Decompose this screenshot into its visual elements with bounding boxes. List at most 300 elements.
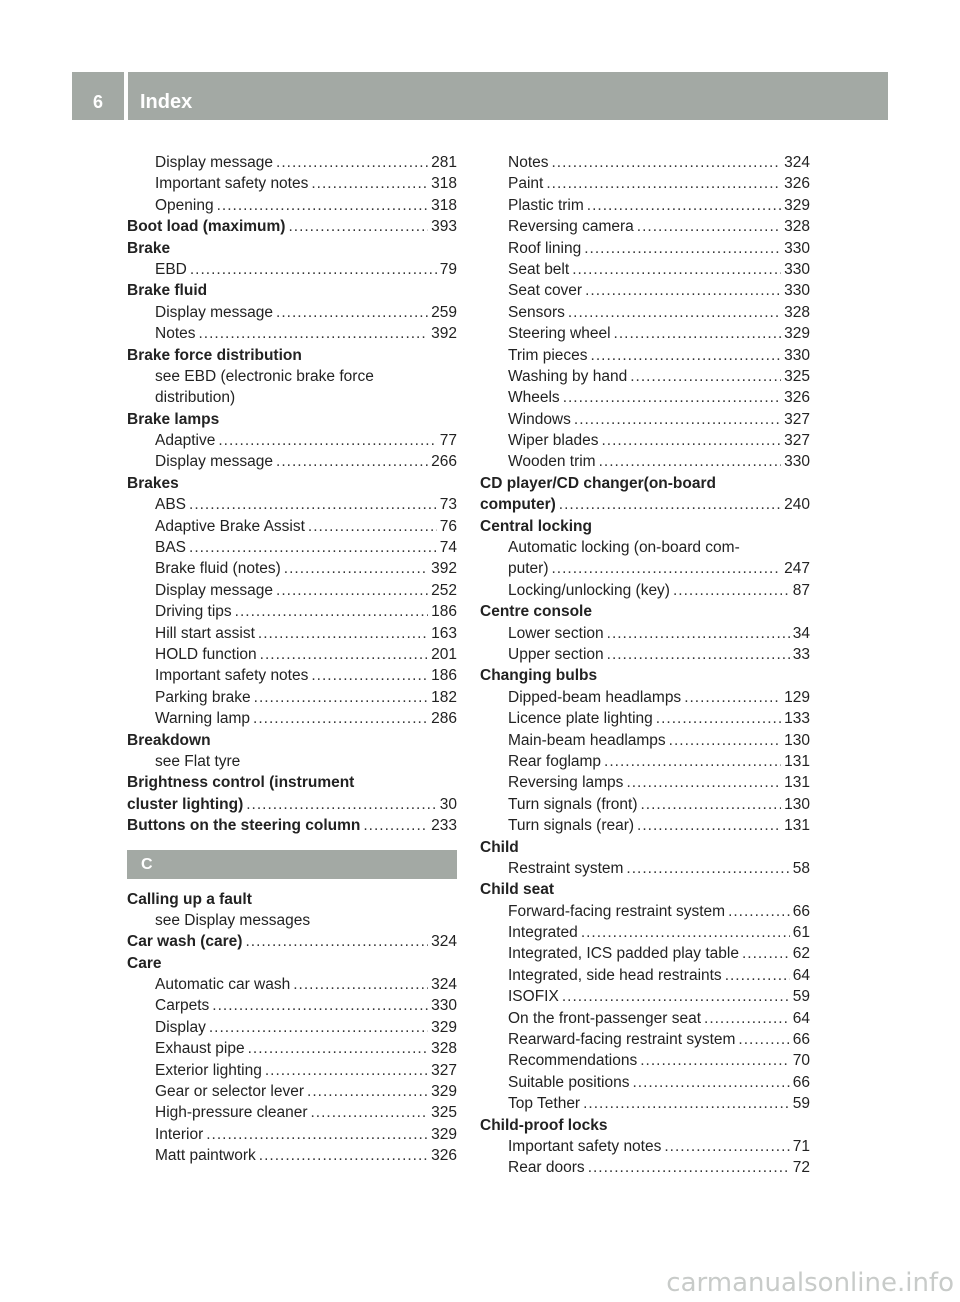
dot-leader: [604, 751, 781, 772]
index-entry[interactable]: [480, 708, 810, 729]
index-heading[interactable]: [127, 815, 457, 836]
dot-leader: [588, 1157, 790, 1178]
entry-text: Roof lining: [508, 239, 582, 257]
index-heading: [127, 280, 457, 301]
page-ref[interactable]: 74: [439, 539, 457, 557]
page-ref[interactable]: 286: [431, 710, 457, 728]
page-ref[interactable]: 240: [784, 496, 810, 514]
index-entry[interactable]: [127, 687, 457, 708]
index-entry[interactable]: [127, 580, 457, 601]
page-ref[interactable]: 59: [792, 988, 810, 1006]
index-entry[interactable]: [127, 974, 457, 995]
entry-text: Interior: [155, 1125, 204, 1143]
entry-text: Wooden trim: [508, 453, 596, 471]
page-ref[interactable]: 64: [792, 966, 810, 984]
dot-leader: [293, 974, 428, 995]
entry-text: Seat belt: [508, 260, 570, 278]
dot-leader: [206, 1124, 428, 1145]
index-entry[interactable]: [480, 323, 810, 344]
entry-text: see Display messages: [155, 911, 311, 929]
entry-text: Trim pieces: [508, 346, 588, 364]
index-entry[interactable]: [127, 323, 457, 344]
page-ref[interactable]: 392: [431, 325, 457, 343]
index-entry[interactable]: [480, 152, 810, 173]
entry-text: puter): [508, 560, 549, 578]
page-ref[interactable]: 33: [792, 645, 810, 663]
index-entry[interactable]: [480, 451, 810, 472]
page-ref[interactable]: 393: [431, 218, 457, 236]
page-ref[interactable]: 327: [431, 1061, 457, 1079]
page-ref[interactable]: 59: [792, 1095, 810, 1113]
entry-text: Matt paintwork: [155, 1147, 256, 1165]
index-heading[interactable]: [127, 794, 457, 815]
entry-text: Warning lamp: [155, 710, 251, 728]
page-ref[interactable]: 30: [439, 795, 457, 813]
entry-text: Wiper blades: [508, 432, 599, 450]
dot-leader: [574, 409, 781, 430]
dot-leader: [276, 451, 428, 472]
index-entry[interactable]: [480, 216, 810, 237]
entry-text: Notes: [508, 154, 549, 171]
index-entry[interactable]: [480, 195, 810, 216]
index-entry[interactable]: [480, 1072, 810, 1093]
page-ref[interactable]: 79: [439, 260, 457, 278]
page-ref[interactable]: 70: [792, 1052, 810, 1070]
page-ref[interactable]: 329: [784, 196, 810, 214]
page-header: [72, 72, 888, 120]
index-entry[interactable]: [480, 409, 810, 430]
index-entry[interactable]: [480, 986, 810, 1007]
entry-text: Windows: [508, 410, 571, 428]
dot-leader: [640, 1050, 790, 1071]
dot-leader: [307, 1081, 428, 1102]
index-entry[interactable]: [127, 708, 457, 729]
dot-leader: [363, 815, 428, 836]
index-entry: [127, 387, 457, 408]
entry-text: cluster lighting): [127, 795, 244, 813]
entry-text: Child-proof locks: [480, 1116, 608, 1134]
dot-leader: [568, 302, 781, 323]
page-ref[interactable]: 259: [431, 303, 457, 321]
index-heading: [127, 730, 457, 751]
page-ref[interactable]: 324: [784, 154, 810, 171]
page-ref[interactable]: 330: [784, 239, 810, 257]
dot-leader: [585, 280, 781, 301]
index-entry[interactable]: [480, 302, 810, 323]
page-ref[interactable]: 392: [431, 560, 457, 578]
index-entry[interactable]: [127, 1060, 457, 1081]
dot-leader: [276, 152, 428, 173]
dot-leader: [669, 730, 781, 751]
dot-leader: [254, 687, 428, 708]
index-entry[interactable]: [480, 1029, 810, 1050]
index-entry[interactable]: [480, 772, 810, 793]
entry-text: Display message: [155, 303, 274, 321]
index-entry[interactable]: [480, 558, 810, 579]
index-heading: [127, 889, 457, 910]
index-entry[interactable]: [480, 644, 810, 665]
dot-leader: [626, 772, 781, 793]
dot-leader: [235, 601, 428, 622]
index-entry[interactable]: [480, 580, 810, 601]
entry-text: Centre console: [480, 603, 592, 621]
dot-leader: [217, 195, 429, 216]
page-ref[interactable]: 87: [792, 581, 810, 599]
entry-text: Brake: [127, 239, 171, 257]
page-ref[interactable]: 201: [431, 645, 457, 663]
dot-leader: [630, 366, 781, 387]
page-ref[interactable]: 326: [431, 1147, 457, 1165]
page-ref[interactable]: 247: [784, 560, 810, 578]
index-entry[interactable]: [127, 173, 457, 194]
dot-leader: [209, 1017, 428, 1038]
entry-text: Rear foglamp: [508, 752, 602, 770]
header-divider: [124, 72, 128, 120]
page-ref[interactable]: 186: [431, 667, 457, 685]
index-entry[interactable]: [127, 665, 457, 686]
page-ref[interactable]: 66: [792, 902, 810, 920]
index-entry[interactable]: [480, 751, 810, 772]
page-ref[interactable]: 281: [431, 154, 457, 171]
entry-text: Exhaust pipe: [155, 1040, 245, 1058]
index-entry[interactable]: [127, 516, 457, 537]
entry-text: Car wash (care): [127, 933, 243, 951]
entry-text: Display message: [155, 581, 274, 599]
entry-text: Brightness control (instrument: [127, 774, 355, 792]
page-ref[interactable]: 252: [431, 581, 457, 599]
entry-text: Automatic car wash: [155, 976, 291, 994]
dot-leader: [673, 580, 790, 601]
dot-leader: [311, 665, 428, 686]
index-heading: [480, 516, 810, 537]
index-entry[interactable]: [480, 623, 810, 644]
page-ref[interactable]: 330: [784, 346, 810, 364]
index-entry[interactable]: [127, 494, 457, 515]
entry-text: HOLD function: [155, 645, 257, 663]
dot-leader: [258, 623, 428, 644]
dot-leader: [189, 494, 437, 515]
dot-leader: [637, 815, 781, 836]
entry-text: Hill start assist: [155, 624, 255, 642]
entry-text: Brake lamps: [127, 410, 220, 428]
page-ref[interactable]: 327: [784, 432, 810, 450]
entry-text: Calling up a fault: [127, 890, 252, 908]
entry-text: Automatic locking (on-board com-: [508, 539, 740, 557]
index-entry[interactable]: [127, 558, 457, 579]
entry-text: Rear doors: [508, 1159, 585, 1177]
page-ref[interactable]: 327: [784, 410, 810, 428]
page-ref[interactable]: 329: [431, 1018, 457, 1036]
dot-leader: [684, 687, 781, 708]
entry-text: Licence plate lighting: [508, 710, 653, 728]
dot-leader: [563, 387, 781, 408]
index-entry[interactable]: [480, 922, 810, 943]
index-heading: [127, 345, 457, 366]
index-entry[interactable]: [127, 601, 457, 622]
index-entry[interactable]: [480, 794, 810, 815]
entry-text: Adaptive Brake Assist: [155, 517, 305, 535]
entry-text: Boot load (maximum): [127, 218, 286, 236]
entry-text: Lower section: [508, 624, 604, 642]
entry-text: Child: [480, 838, 519, 856]
page-ref[interactable]: 330: [784, 453, 810, 471]
page-ref[interactable]: 73: [439, 496, 457, 514]
page-ref[interactable]: 129: [784, 688, 810, 706]
entry-text: Brakes: [127, 474, 179, 492]
index-entry[interactable]: [127, 1102, 457, 1123]
index-heading: [127, 953, 457, 974]
entry-text: Turn signals (rear): [508, 817, 635, 835]
dot-leader: [607, 623, 790, 644]
dot-leader: [288, 216, 428, 237]
index-entry[interactable]: [127, 451, 457, 472]
index-entry[interactable]: [480, 1157, 810, 1178]
dot-leader: [308, 516, 437, 537]
entry-text: Rearward-facing restraint system: [508, 1031, 736, 1049]
index-entry[interactable]: [127, 430, 457, 451]
index-entry[interactable]: [127, 644, 457, 665]
dot-leader: [738, 1029, 789, 1050]
page-ref[interactable]: 325: [784, 367, 810, 385]
entry-text: Exterior lighting: [155, 1061, 262, 1079]
page-ref[interactable]: 130: [784, 795, 810, 813]
page-ref[interactable]: 329: [784, 325, 810, 343]
entry-text: Gear or selector lever: [155, 1083, 305, 1101]
dot-leader: [246, 794, 437, 815]
index-entry[interactable]: [480, 173, 810, 194]
index-entry[interactable]: [480, 430, 810, 451]
entry-text: Adaptive: [155, 432, 216, 450]
index-entry[interactable]: [480, 1050, 810, 1071]
dot-leader: [572, 259, 781, 280]
page-ref[interactable]: 72: [792, 1159, 810, 1177]
dot-leader: [218, 430, 436, 451]
entry-text: Washing by hand: [508, 367, 628, 385]
entry-text: Restraint system: [508, 859, 624, 877]
page-number: 6: [92, 92, 103, 112]
page-ref[interactable]: 64: [792, 1009, 810, 1027]
page-ref[interactable]: 131: [784, 752, 810, 770]
page-ref[interactable]: 61: [792, 924, 810, 942]
page-ref[interactable]: 34: [792, 624, 810, 642]
page-ref[interactable]: 328: [431, 1040, 457, 1058]
dot-leader: [614, 323, 782, 344]
index-entry: [127, 751, 457, 772]
index-heading: [127, 772, 457, 793]
index-heading: [480, 1115, 810, 1136]
entry-text: see EBD (electronic brake force: [155, 367, 374, 385]
entry-text: Dipped-beam headlamps: [508, 688, 682, 706]
entry-text: Important safety notes: [155, 667, 309, 685]
entry-text: Brake force distribution: [127, 346, 302, 364]
dot-leader: [276, 302, 428, 323]
index-entry[interactable]: [127, 302, 457, 323]
dot-leader: [607, 644, 790, 665]
index-entry[interactable]: [127, 259, 457, 280]
page-ref[interactable]: 66: [792, 1073, 810, 1091]
page-ref[interactable]: 77: [439, 432, 457, 450]
index-entry[interactable]: [480, 730, 810, 751]
index-heading: [480, 665, 810, 686]
index-entry[interactable]: [480, 1093, 810, 1114]
index-heading: [127, 238, 457, 259]
entry-text: distribution): [155, 389, 236, 407]
entry-text: Upper section: [508, 645, 604, 663]
entry-text: Buttons on the steering column: [127, 817, 361, 835]
entry-text: Child seat: [480, 881, 555, 899]
dot-leader: [265, 1060, 428, 1081]
dot-leader: [552, 558, 782, 579]
index-entry[interactable]: [480, 366, 810, 387]
dot-leader: [664, 1136, 789, 1157]
entry-text: Locking/unlocking (key): [508, 581, 670, 599]
index-column-left: [127, 152, 457, 1167]
index-heading[interactable]: [480, 494, 810, 515]
entry-text: Integrated: [508, 924, 578, 942]
index-entry[interactable]: [480, 387, 810, 408]
dot-leader: [546, 173, 781, 194]
dot-leader: [581, 922, 790, 943]
dot-leader: [212, 995, 428, 1016]
index-entry[interactable]: [480, 280, 810, 301]
dot-leader: [587, 195, 781, 216]
page-ref[interactable]: 66: [792, 1031, 810, 1049]
page-ref[interactable]: 131: [784, 774, 810, 792]
dot-leader: [562, 986, 790, 1007]
index-entry[interactable]: [480, 238, 810, 259]
entry-text: Brake fluid (notes): [155, 560, 281, 578]
index-heading: [480, 601, 810, 622]
entry-text: High-pressure cleaner: [155, 1104, 308, 1122]
index-heading: [127, 473, 457, 494]
entry-text: Paint: [508, 175, 544, 193]
page-ref[interactable]: 330: [784, 260, 810, 278]
page-ref[interactable]: 328: [784, 218, 810, 236]
dot-leader: [704, 1008, 790, 1029]
index-entry[interactable]: [480, 858, 810, 879]
index-entry: [480, 537, 810, 558]
dot-leader: [742, 943, 790, 964]
page-ref[interactable]: 266: [431, 453, 457, 471]
page-ref[interactable]: 131: [784, 817, 810, 835]
index-entry[interactable]: [127, 1017, 457, 1038]
page-ref[interactable]: 186: [431, 603, 457, 621]
index-column-right: [480, 152, 810, 1179]
dot-leader: [633, 1072, 790, 1093]
dot-leader: [591, 345, 782, 366]
index-entry: [127, 366, 457, 387]
entry-text: Notes: [155, 325, 196, 343]
index-heading[interactable]: [127, 216, 457, 237]
entry-text: Breakdown: [127, 731, 211, 749]
page-ref[interactable]: 71: [792, 1137, 810, 1155]
index-heading[interactable]: [127, 931, 457, 952]
page-ref[interactable]: 233: [431, 817, 457, 835]
dot-leader: [656, 708, 781, 729]
entry-text: computer): [480, 496, 556, 514]
index-entry[interactable]: [480, 965, 810, 986]
page-ref[interactable]: 76: [439, 517, 457, 535]
page-ref[interactable]: 328: [784, 303, 810, 321]
page-ref[interactable]: 326: [784, 175, 810, 193]
index-entry[interactable]: [480, 687, 810, 708]
index-entry[interactable]: [127, 995, 457, 1016]
entry-text: Brake fluid: [127, 282, 208, 300]
entry-text: Sensors: [508, 303, 565, 321]
index-entry[interactable]: [127, 1124, 457, 1145]
index-entry[interactable]: [127, 195, 457, 216]
index-entry[interactable]: [127, 537, 457, 558]
dot-leader: [259, 1145, 428, 1166]
entry-text: Top Tether: [508, 1095, 581, 1113]
entry-text: Parking brake: [155, 688, 251, 706]
entry-text: Important safety notes: [508, 1137, 662, 1155]
entry-text: Steering wheel: [508, 325, 611, 343]
index-heading: [480, 837, 810, 858]
dot-leader: [253, 708, 428, 729]
dot-leader: [260, 644, 428, 665]
entry-text: Reversing camera: [508, 218, 634, 236]
index-entry[interactable]: [480, 1008, 810, 1029]
index-entry[interactable]: [480, 345, 810, 366]
dot-leader: [245, 931, 428, 952]
page-ref[interactable]: 133: [784, 710, 810, 728]
index-entry[interactable]: [480, 259, 810, 280]
page-ref[interactable]: 324: [431, 976, 457, 994]
index-heading: [480, 473, 810, 494]
index-entry: [127, 910, 457, 931]
index-entry[interactable]: [127, 1081, 457, 1102]
index-entry[interactable]: [480, 901, 810, 922]
entry-text: Driving tips: [155, 603, 232, 621]
page-ref[interactable]: 318: [431, 175, 457, 193]
entry-text: Important safety notes: [155, 175, 309, 193]
page-ref[interactable]: 329: [431, 1125, 457, 1143]
index-entry[interactable]: [127, 1038, 457, 1059]
index-entry[interactable]: [127, 1145, 457, 1166]
entry-text: EBD: [155, 260, 187, 278]
page-ref[interactable]: 330: [784, 282, 810, 300]
index-entry[interactable]: [127, 623, 457, 644]
page-ref[interactable]: 330: [431, 997, 457, 1015]
page-ref[interactable]: 163: [431, 624, 457, 642]
entry-text: see Flat tyre: [155, 752, 241, 770]
entry-text: Seat cover: [508, 282, 583, 300]
dot-leader: [725, 965, 790, 986]
entry-text: Recommendations: [508, 1052, 638, 1070]
page-ref[interactable]: 325: [431, 1104, 457, 1122]
index-entry[interactable]: [480, 815, 810, 836]
entry-text: Opening: [155, 196, 214, 214]
entry-text: Changing bulbs: [480, 667, 598, 685]
index-entry[interactable]: [480, 1136, 810, 1157]
page-ref[interactable]: 58: [792, 859, 810, 877]
page-ref[interactable]: 182: [431, 688, 457, 706]
page-ref[interactable]: 326: [784, 389, 810, 407]
page-ref[interactable]: 324: [431, 933, 457, 951]
dot-leader: [637, 216, 781, 237]
page-ref[interactable]: 130: [784, 731, 810, 749]
index-heading: [480, 879, 810, 900]
page-ref[interactable]: 62: [792, 945, 810, 963]
index-entry[interactable]: [127, 152, 457, 173]
page-ref[interactable]: 329: [431, 1083, 457, 1101]
page-ref[interactable]: 318: [431, 196, 457, 214]
index-entry[interactable]: [480, 943, 810, 964]
dot-leader: [190, 259, 437, 280]
dot-leader: [276, 580, 428, 601]
entry-text: Main-beam headlamps: [508, 731, 666, 749]
